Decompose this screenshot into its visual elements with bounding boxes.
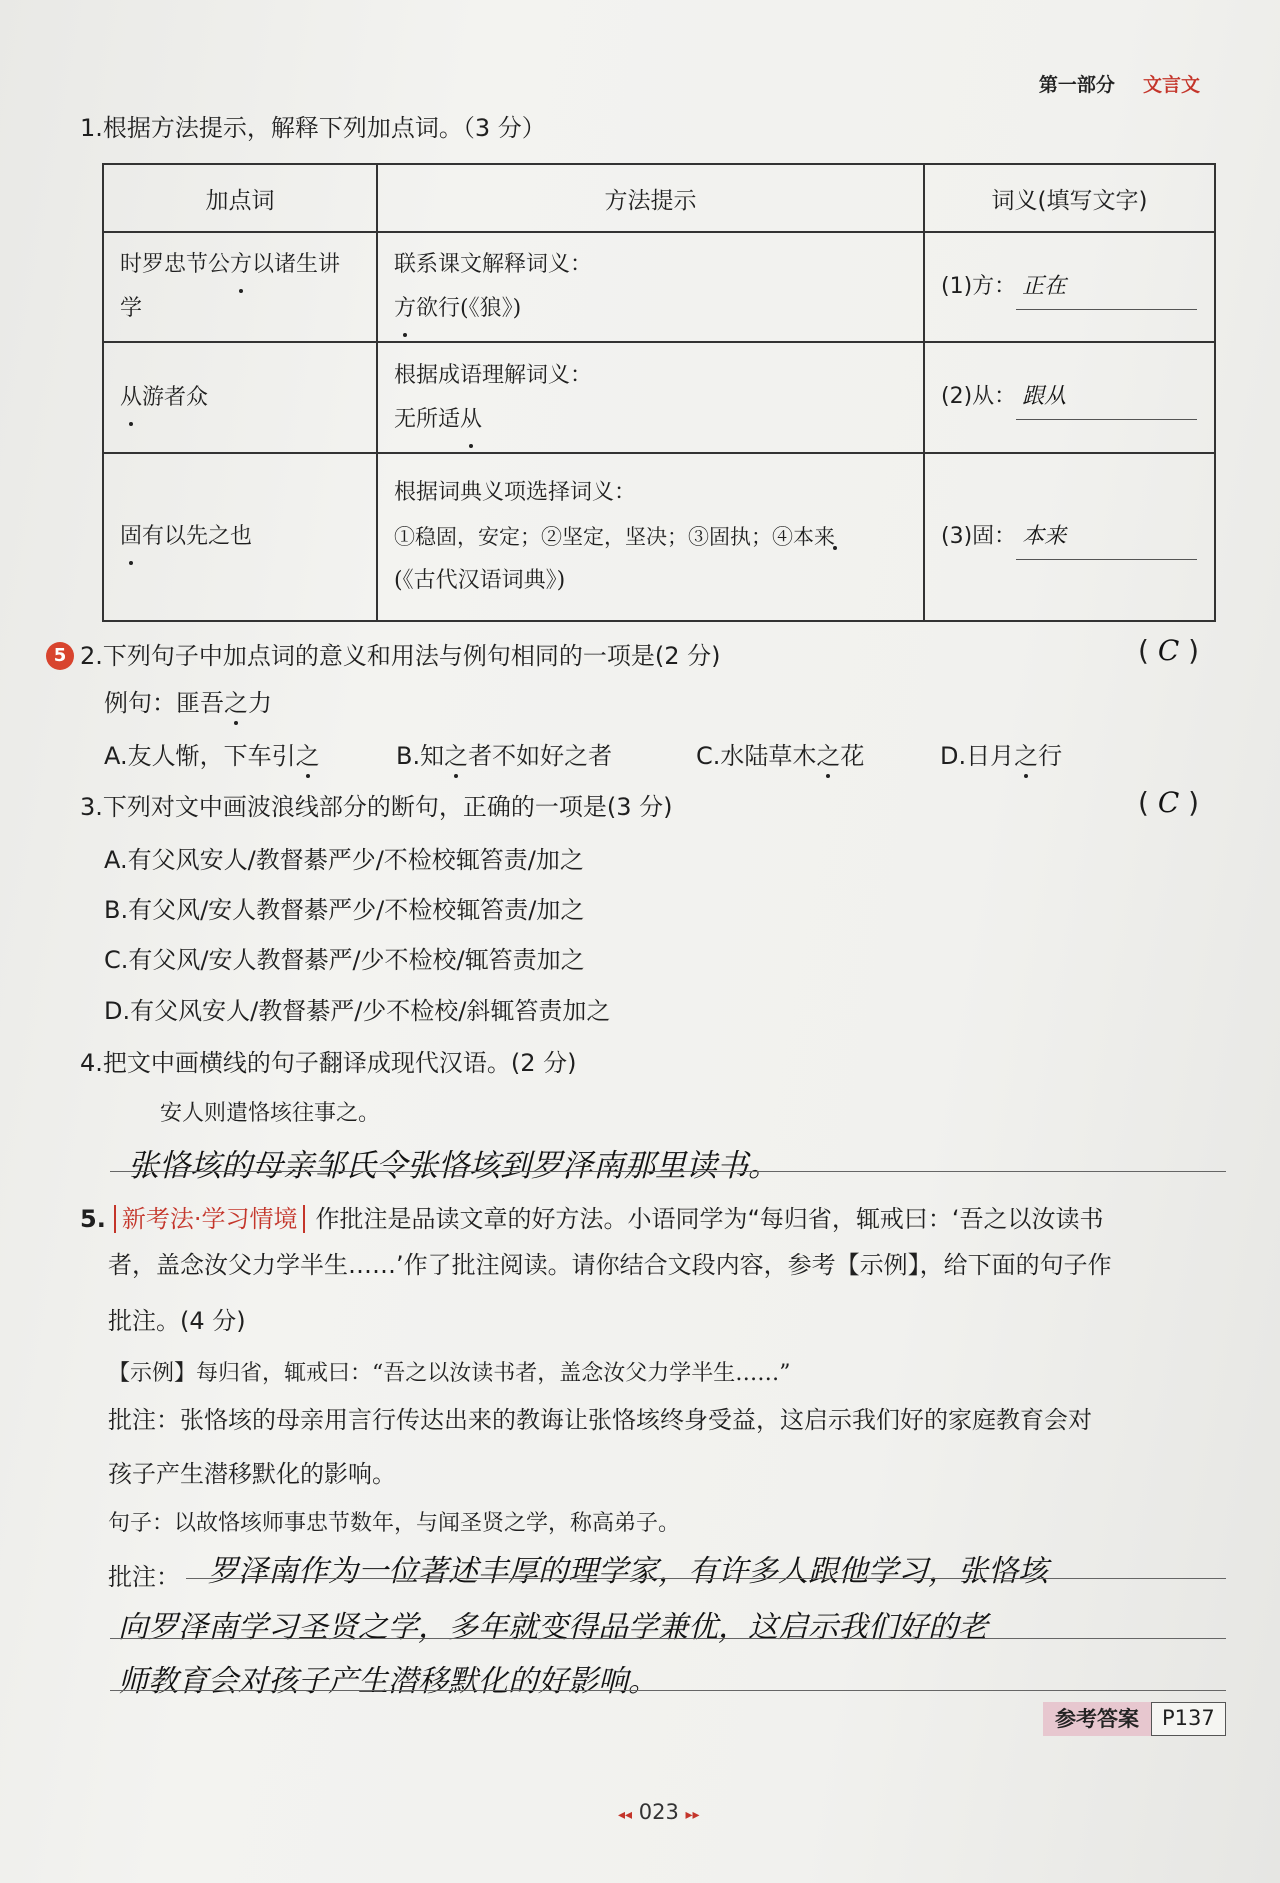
answer-line — [110, 1638, 1226, 1639]
q5-answer-line2[interactable]: 向罗泽南学习圣贤之学，多年就变得品学兼优，这启示我们好的老 — [118, 1610, 988, 1645]
q3-stem: 3.下列对文中画波浪线部分的断句，正确的一项是(3 分) — [80, 793, 673, 821]
q5-sentence: 句子：以故恪垓师事忠节数年，与闻圣贤之学，称高弟子。 — [108, 1511, 681, 1536]
q3-answer-box: ( C ) — [1138, 786, 1200, 819]
q4-sentence: 安人则遣恪垓往事之。 — [160, 1101, 381, 1126]
table-header: 词义(填写文字) — [924, 164, 1215, 232]
answer-field[interactable]: 本来 — [1016, 515, 1197, 560]
prev-arrows-icon: ◂◂ — [618, 1807, 633, 1823]
answer-line — [186, 1578, 1226, 1579]
q5-stem-line2: 者，盖念汝父力学半生……’作了批注阅读。请你结合文段内容，参考【示例】，给下面的句子作 — [108, 1251, 1112, 1279]
section-subject: 文言文 — [1142, 74, 1200, 96]
q5-answer-line1[interactable]: 罗泽南作为一位著述丰厚的理学家，有许多人跟他学习，张恪垓 — [208, 1554, 1048, 1589]
answer-line — [110, 1171, 1226, 1172]
next-arrows-icon: ▸▸ — [685, 1807, 700, 1823]
q2-option-d[interactable]: D.日月之行 — [940, 742, 1063, 770]
q2-option-c[interactable]: C.水陆草木之花 — [696, 742, 865, 770]
table-header-row — [103, 164, 1215, 232]
meaning-cell: (3)固： 本来 — [924, 453, 1215, 621]
q3-option-d[interactable]: D.有父风安人/教督綦严/少不检校/斜辄笞责加之 — [104, 997, 611, 1025]
reference-page: P137 — [1151, 1702, 1226, 1736]
reference-label: 参考答案 — [1043, 1702, 1151, 1736]
answer-field[interactable]: 正在 — [1016, 265, 1197, 310]
answer-field[interactable]: 跟从 — [1016, 375, 1197, 420]
q3-answer[interactable]: C — [1157, 786, 1180, 819]
q2-stem: 2.下列句子中加点词的意义和用法与例句相同的一项是(2 分) — [80, 642, 721, 670]
page-number: ◂◂ 023 ▸▸ — [618, 1800, 700, 1824]
q5-stem-line3: 批注。(4 分) — [108, 1307, 246, 1335]
q5-stem-line1: 5. 新考法·学习情境 作批注是品读文章的好方法。小语同学为“每归省，辄戒曰：‘吾之以汝读书 — [80, 1205, 1104, 1233]
q5-note-line2: 孩子产生潜移默化的影响。 — [108, 1460, 396, 1488]
q2-answer-box: ( C ) — [1138, 634, 1200, 667]
difficulty-badge: 5 — [46, 642, 74, 670]
page-header — [1039, 70, 1200, 97]
table-row — [103, 453, 1215, 621]
q5-note-line1: 批注：张恪垓的母亲用言行传达出来的教诲让张恪垓终身受益，这启示我们好的家庭教育会对 — [108, 1406, 1092, 1434]
q2-example: 例句：匪吾之力 — [104, 689, 272, 717]
q4-answer[interactable]: 张恪垓的母亲邹氏令张恪垓到罗泽南那里读书。 — [128, 1148, 779, 1184]
section-part: 第一部分 — [1038, 74, 1115, 96]
q3-option-c[interactable]: C.有父风/安人教督綦严/少不检校/辄笞责加之 — [104, 946, 585, 974]
method-hint-cell: 联系课文解释词义： 方欲行(《狼》) — [377, 232, 924, 342]
reference-answer-tag[interactable] — [1043, 1702, 1226, 1736]
table-row — [103, 342, 1215, 453]
table-row — [103, 232, 1215, 342]
method-hint-cell: 根据成语理解词义： 无所适从 — [377, 342, 924, 453]
q5-example: 【示例】每归省，辄戒曰：“吾之以汝读书者，盖念汝父力学半生……” — [108, 1361, 791, 1386]
q1-table — [102, 163, 1216, 622]
table-header: 方法提示 — [377, 164, 924, 232]
q5-note-label: 批注： — [108, 1563, 180, 1591]
meaning-cell: (1)方： 正在 — [924, 232, 1215, 342]
q2-option-a[interactable]: A.友人惭，下车引之 — [104, 742, 320, 770]
method-hint-cell: 根据词典义项选择词义： ①稳固，安定；②坚定，坚决；③固执；④本来 (《古代汉语词典》) — [377, 453, 924, 621]
q5-tag: 新考法·学习情境 — [114, 1205, 306, 1233]
dotted-word-cell: 固有以先之也 — [103, 453, 377, 621]
q5-answer-line3[interactable]: 师教育会对孩子产生潜移默化的好影响。 — [118, 1664, 658, 1699]
q2-option-b[interactable]: B.知之者不如好之者 — [396, 742, 613, 770]
q3-option-b[interactable]: B.有父风/安人教督綦严少/不检校辄笞责/加之 — [104, 896, 585, 924]
dotted-word-cell: 从游者众 — [103, 342, 377, 453]
dotted-word-cell: 时罗忠节公方以诸生讲学 — [103, 232, 377, 342]
table-header: 加点词 — [103, 164, 377, 232]
answer-line — [110, 1690, 1226, 1691]
q2-answer[interactable]: C — [1157, 634, 1180, 667]
meaning-cell: (2)从： 跟从 — [924, 342, 1215, 453]
q3-option-a[interactable]: A.有父风安人/教督綦严少/不检校辄笞责/加之 — [104, 846, 584, 874]
q4-stem: 4.把文中画横线的句子翻译成现代汉语。(2 分) — [80, 1049, 577, 1077]
q1-stem: 1.根据方法提示，解释下列加点词。（3 分） — [80, 114, 546, 142]
